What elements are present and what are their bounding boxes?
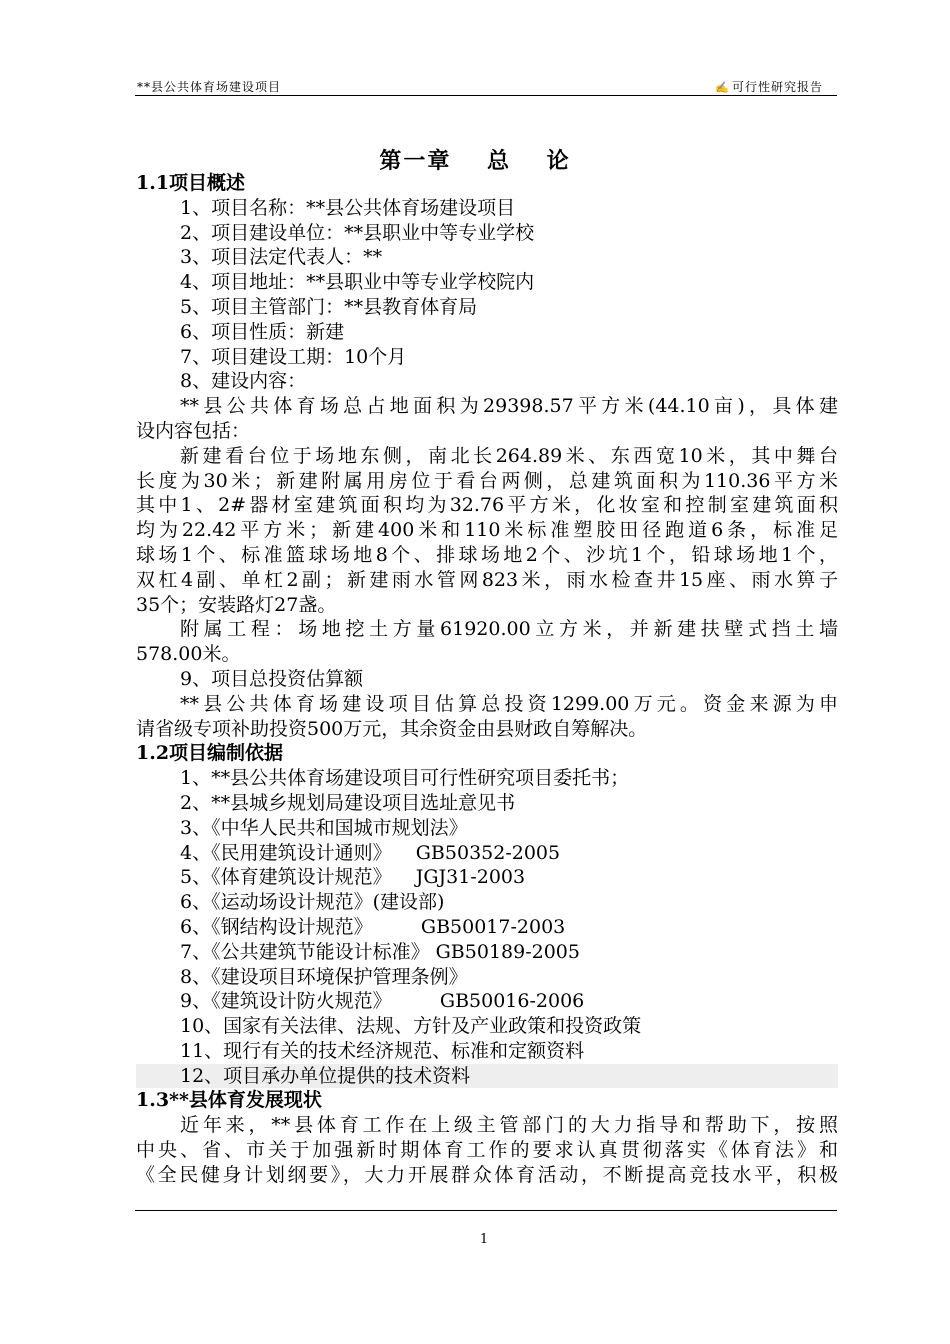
list-item: 11、现行有关的技术经济规范、标准和定额资料 (180, 1039, 585, 1062)
list-item: 5、项目主管部门：**县教育体育局 (180, 295, 478, 318)
paragraph-line: 球场1个、标准篮球场地8个、排球场地2个、沙坑1个，铅球场地1个， (136, 543, 838, 566)
header-left-text: **县公共体育场建设项目 (137, 80, 282, 94)
paragraph-line: 其中1、2#器材室建筑面积均为32.76平方米，化妆室和控制室建筑面积 (136, 494, 838, 517)
paragraph-line: 578.00米。 (136, 643, 241, 666)
paragraph-line: 近年来，**县体育工作在上级主管部门的大力指导和帮助下，按照 (180, 1114, 838, 1137)
body-content (136, 171, 838, 1188)
list-item: 10、国家有关法律、法规、方针及产业政策和投资政策 (180, 1015, 642, 1038)
chapter-title: 第一章 总 论 (379, 148, 571, 174)
header-right-text: 可行性研究报告 (731, 80, 823, 94)
list-item: 9、《建筑设计防火规范》 GB50016-2006 (180, 990, 585, 1013)
list-item: 5、《体育建筑设计规范》 JGJ31-2003 (180, 866, 526, 889)
header-right (715, 78, 823, 95)
list-item: 2、**县城乡规划局建设项目选址意见书 (180, 791, 516, 814)
paragraph-line: **县公共体育场建设项目估算总投资1299.00万元。资金来源为申 (180, 692, 838, 715)
list-item: 6、《钢结构设计规范》 GB50017-2003 (180, 915, 566, 938)
paragraph-line: 附属工程：场地挖土方量61920.00立方米，并新建扶壁式挡土墙 (180, 618, 838, 641)
list-item: 9、项目总投资估算额 (180, 667, 364, 690)
paragraph-line: 长度为30米；新建附属用房位于看台两侧，总建筑面积为110.36平方米 (136, 469, 838, 492)
list-item: 8、建设内容： (180, 370, 307, 393)
list-item: 6、《运动场设计规范》(建设部) (180, 891, 445, 914)
list-item: 3、《中华人民共和国城市规划法》 (180, 816, 468, 839)
list-item: 4、项目地址：**县职业中等专业学校院内 (180, 271, 535, 294)
list-item: 7、《公共建筑节能设计标准》 GB50189-2005 (180, 940, 580, 963)
list-item: 2、项目建设单位：**县职业中等专业学校 (180, 221, 535, 244)
list-item: 8、《建设项目环境保护管理条例》 (180, 965, 468, 988)
paragraph-line: 均为22.42平方米；新建400米和110米标准塑胶田径跑道6条，标准足 (136, 519, 838, 542)
paragraph-line: 35个；安装路灯27盏。 (136, 593, 337, 616)
list-item: 6、项目性质：新建 (180, 320, 345, 343)
paragraph-line: 新建看台位于场地东侧，南北长264.89米、东西宽10米，其中舞台 (180, 444, 838, 467)
list-item: 1、项目名称：**县公共体育场建设项目 (180, 196, 516, 219)
paragraph-line: 双杠4副、单杠2副；新建雨水管网823米，雨水检查井15座、雨水箅子 (136, 568, 838, 591)
paragraph-line: 设内容包括： (136, 419, 251, 442)
paragraph-line: 中央、省、市关于加强新时期体育工作的要求认真贯彻落实《体育法》和 (136, 1139, 838, 1162)
footer-rule (135, 1210, 837, 1211)
pencil-icon: ✍ (715, 81, 730, 94)
list-item: 1、**县公共体育场建设项目可行性研究项目委托书； (180, 767, 630, 790)
list-item: 3、项目法定代表人：** (180, 246, 383, 269)
section-heading-1-2: 1.2项目编制依据 (136, 742, 284, 765)
page-number: 1 (479, 1232, 489, 1247)
list-item-highlighted: 12、项目承办单位提供的技术资料 (136, 1064, 838, 1089)
paragraph-line: 请省级专项补助投资500万元，其余资金由县财政自筹解决。 (136, 717, 648, 740)
paragraph-line: **县公共体育场总占地面积为29398.57平方米(44.10亩)，具体建 (180, 395, 838, 418)
section-heading-1-3: 1.3**县体育发展现状 (136, 1089, 322, 1112)
list-item: 7、项目建设工期：10个月 (180, 345, 407, 368)
list-item: 4、《民用建筑设计通则》 GB50352-2005 (180, 841, 561, 864)
header-rule (135, 95, 837, 96)
paragraph-line: 《全民健身计划纲要》，大力开展群众体育活动，不断提高竞技水平，积极 (136, 1163, 838, 1186)
section-heading-1-1: 1.1项目概述 (136, 172, 246, 194)
